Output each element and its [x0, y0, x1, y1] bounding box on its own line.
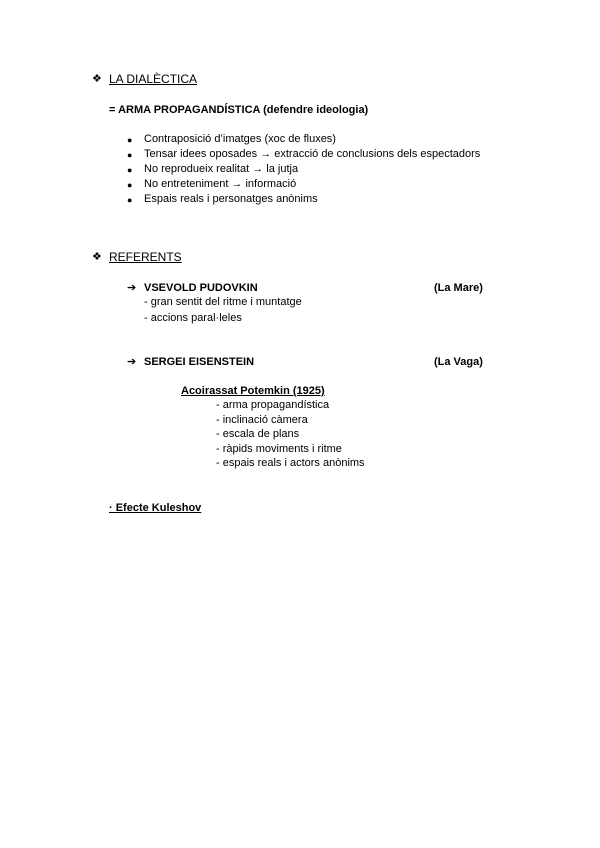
list-item: Contraposició d’imatges (xoc de fluxes): [144, 133, 336, 145]
work-note: - espais reals i actors anònims: [216, 457, 365, 469]
section-title-dialectica: LA DIALÈCTICA: [109, 72, 198, 86]
diamond-bullet-icon: ❖: [92, 251, 102, 263]
footer-item-kuleshov: · Efecte Kuleshov: [109, 502, 202, 514]
work-note: - inclinació càmera: [216, 414, 308, 426]
bullet-dot-icon: ●: [127, 165, 133, 175]
section-subtitle: = ARMA PROPAGANDÍSTICA (defendre ideologia): [109, 104, 369, 116]
film-title-la-mare: (La Mare): [434, 282, 483, 294]
arrow-right-icon: ➔: [127, 282, 137, 294]
director-note: - accions paral·leles: [144, 312, 242, 324]
arrow-right-icon: ➔: [127, 356, 137, 368]
list-item: No entreteniment → informació: [144, 178, 297, 190]
diamond-bullet-icon: ❖: [92, 73, 102, 85]
work-note: - escala de plans: [216, 428, 300, 440]
bullet-dot-icon: ●: [127, 150, 133, 160]
list-item: Tensar idees oposades → extracció de conclusions dels espectadors: [144, 148, 481, 160]
work-note: - arma propagandística: [216, 399, 330, 411]
director-note: - gran sentit del ritme i muntatge: [144, 296, 302, 308]
bullet-dot-icon: ●: [127, 195, 133, 205]
film-title-la-vaga: (La Vaga): [434, 356, 483, 368]
director-name-eisenstein: SERGEI EISENSTEIN: [144, 356, 255, 368]
work-note: - ràpids moviments i ritme: [216, 443, 342, 455]
bullet-dot-icon: ●: [127, 135, 133, 145]
bullet-dot-icon: ●: [127, 180, 133, 190]
work-title-potemkin: Acoirassat Potemkin (1925): [181, 385, 325, 397]
list-item: No reprodueix realitat → la jutja: [144, 163, 299, 175]
list-item: Espais reals i personatges anònims: [144, 193, 318, 205]
section-title-referents: REFERENTS: [109, 250, 182, 264]
director-name-pudovkin: VSEVOLD PUDOVKIN: [144, 282, 258, 294]
